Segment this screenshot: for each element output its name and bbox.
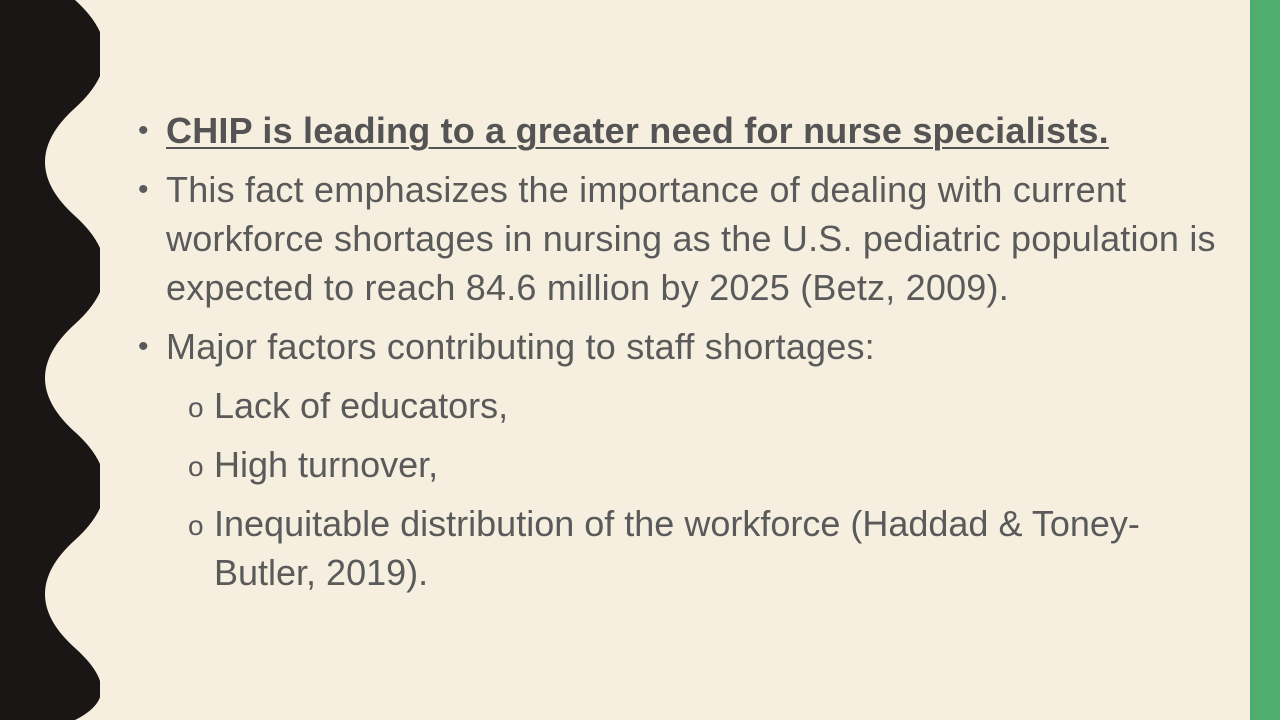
sub-bullet-text: High turnover, — [214, 444, 439, 485]
bullet-major-factors — [138, 322, 1218, 371]
bullet-text: This fact emphasizes the importance of dealing with current workforce shortages in nursing as the U.S. pediatric population is expected to reach 84.6 million by 2025 (Betz, 2009). — [166, 169, 1216, 308]
slide-content — [138, 106, 1218, 607]
bullet-marker: • — [138, 173, 149, 206]
bullet-text: CHIP is leading to a greater need for nurse specialists. — [166, 110, 1109, 151]
bullet-workforce-shortage — [138, 165, 1218, 312]
bullet-text: Major factors contributing to staff shortages: — [166, 326, 875, 367]
sub-bullet-marker: o — [188, 510, 204, 541]
sub-bullet-lack-of-educators — [188, 381, 1218, 430]
bullet-chip-need — [138, 106, 1218, 155]
green-accent-bar — [1250, 0, 1280, 720]
wavy-left-border — [0, 0, 100, 720]
sub-bullet-marker: o — [188, 392, 204, 423]
sub-bullet-text: Inequitable distribution of the workforce (Haddad & Toney-Butler, 2019). — [214, 503, 1140, 593]
sub-bullet-high-turnover — [188, 440, 1218, 489]
sub-bullet-text: Lack of educators, — [214, 385, 509, 426]
sub-bullet-inequitable-distribution — [188, 499, 1218, 597]
bullet-marker: • — [138, 330, 149, 363]
bullet-marker: • — [138, 114, 149, 147]
sub-bullet-marker: o — [188, 451, 204, 482]
